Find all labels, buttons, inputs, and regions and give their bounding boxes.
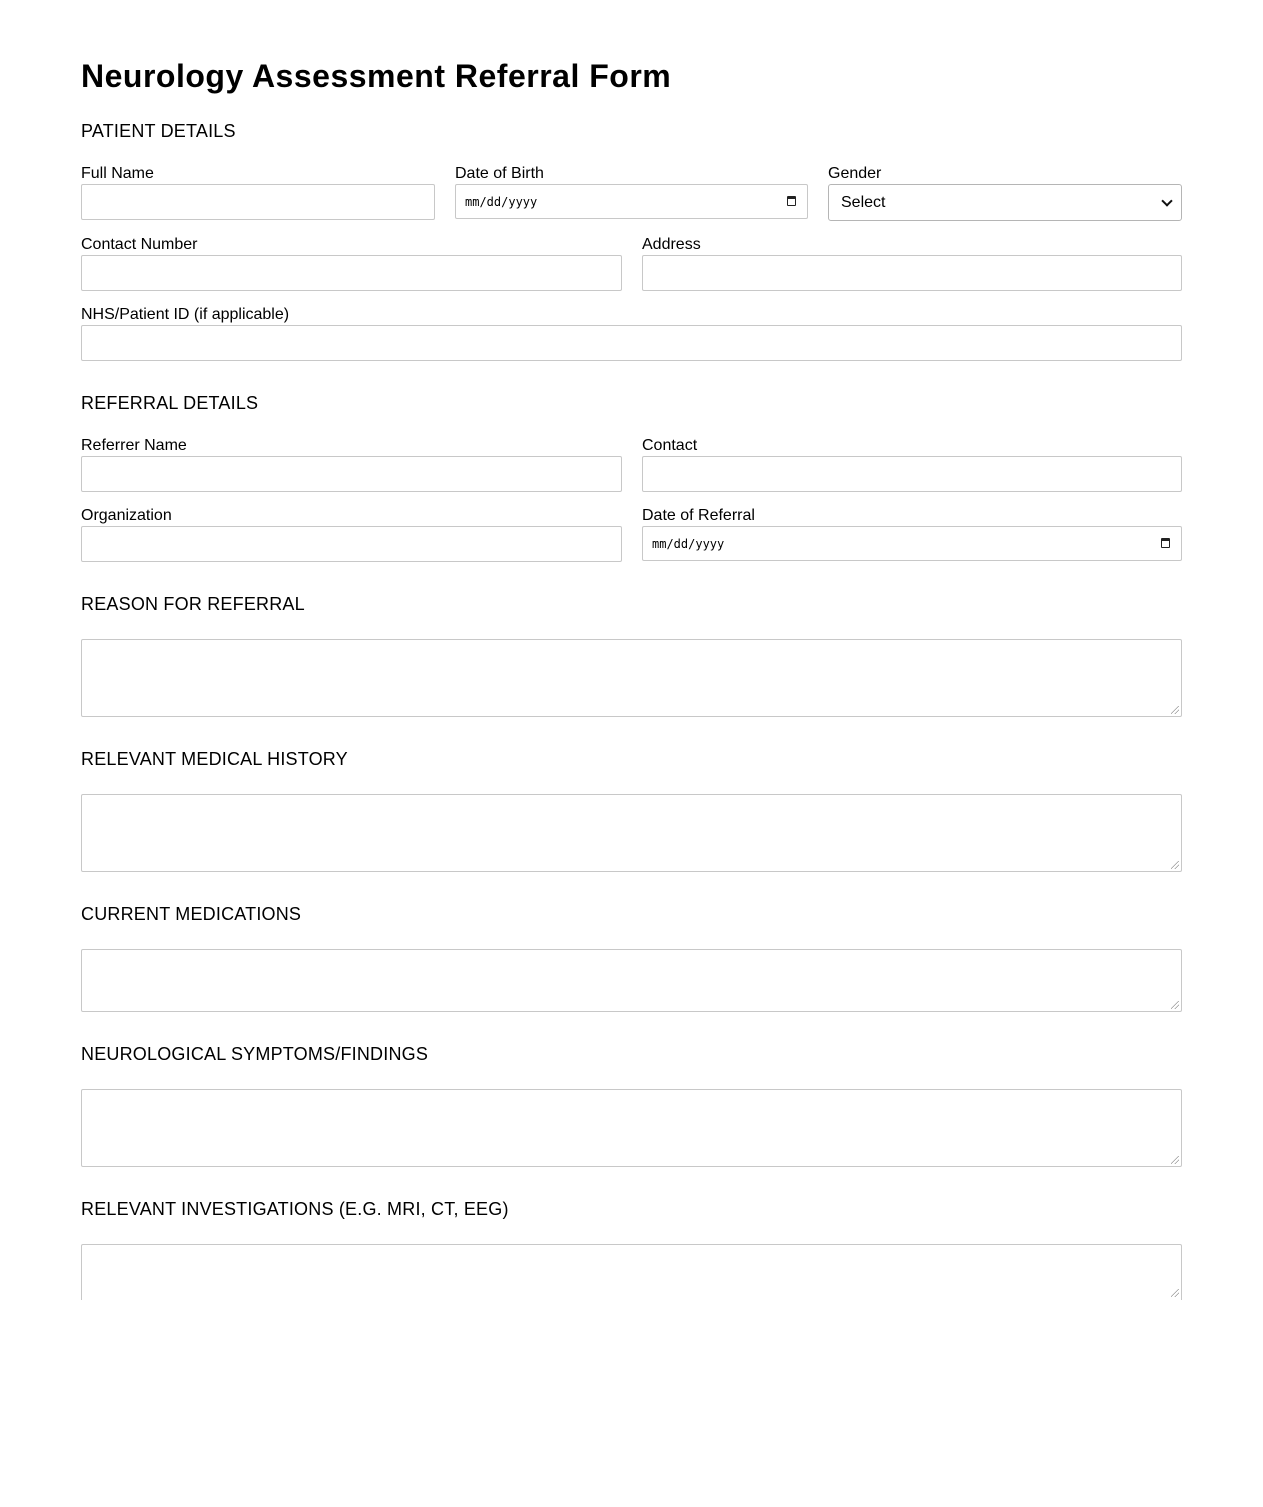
referral-form [81, 0, 1182, 1300]
resize-handle-icon[interactable] [1171, 1156, 1179, 1164]
date-of-birth-label: Date of Birth [455, 165, 544, 182]
organization-label: Organization [81, 507, 172, 524]
investigations-textarea[interactable] [81, 1244, 1182, 1300]
gender-label: Gender [828, 165, 882, 182]
neuro-symptoms-textarea[interactable] [81, 1089, 1182, 1167]
date-of-referral-input[interactable] [642, 526, 1182, 561]
calendar-icon[interactable] [1161, 538, 1170, 548]
medical-history-textarea[interactable] [81, 794, 1182, 872]
full-name-label: Full Name [81, 165, 154, 182]
resize-handle-icon[interactable] [1171, 861, 1179, 869]
date-of-birth-placeholder: mm/dd/yyyy [465, 195, 538, 209]
nhs-id-input[interactable] [81, 325, 1182, 361]
address-label: Address [642, 236, 701, 253]
date-of-referral-label: Date of Referral [642, 507, 755, 524]
calendar-icon[interactable] [787, 196, 796, 206]
current-medications-heading: CURRENT MEDICATIONS [81, 904, 302, 924]
referrer-name-label: Referrer Name [81, 437, 187, 454]
page-title: Neurology Assessment Referral Form [81, 58, 672, 94]
referrer-contact-input[interactable] [642, 456, 1182, 492]
resize-handle-icon[interactable] [1171, 1289, 1179, 1297]
full-name-input[interactable] [81, 184, 435, 220]
referrer-name-input[interactable] [81, 456, 622, 492]
referrer-contact-label: Contact [642, 437, 698, 454]
medical-history-heading: RELEVANT MEDICAL HISTORY [81, 749, 348, 769]
current-medications-textarea[interactable] [81, 949, 1182, 1012]
contact-number-input[interactable] [81, 255, 622, 291]
neuro-symptoms-heading: NEUROLOGICAL SYMPTOMS/FINDINGS [81, 1044, 429, 1064]
gender-select[interactable] [828, 184, 1182, 221]
reason-for-referral-heading: REASON FOR REFERRAL [81, 594, 305, 614]
patient-details-heading: PATIENT DETAILS [81, 121, 236, 141]
date-of-birth-input[interactable] [455, 184, 808, 219]
reason-for-referral-textarea[interactable] [81, 639, 1182, 717]
resize-handle-icon[interactable] [1171, 706, 1179, 714]
nhs-id-label: NHS/Patient ID (if applicable) [81, 306, 290, 323]
gender-selected-value: Select [841, 194, 886, 211]
contact-number-label: Contact Number [81, 236, 198, 253]
resize-handle-icon[interactable] [1171, 1001, 1179, 1009]
address-input[interactable] [642, 255, 1182, 291]
date-of-referral-placeholder: mm/dd/yyyy [652, 537, 725, 551]
organization-input[interactable] [81, 526, 622, 562]
referral-details-heading: REFERRAL DETAILS [81, 393, 259, 413]
investigations-heading: RELEVANT INVESTIGATIONS (E.G. MRI, CT, EEG) [81, 1199, 509, 1219]
chevron-down-icon [1161, 195, 1172, 206]
